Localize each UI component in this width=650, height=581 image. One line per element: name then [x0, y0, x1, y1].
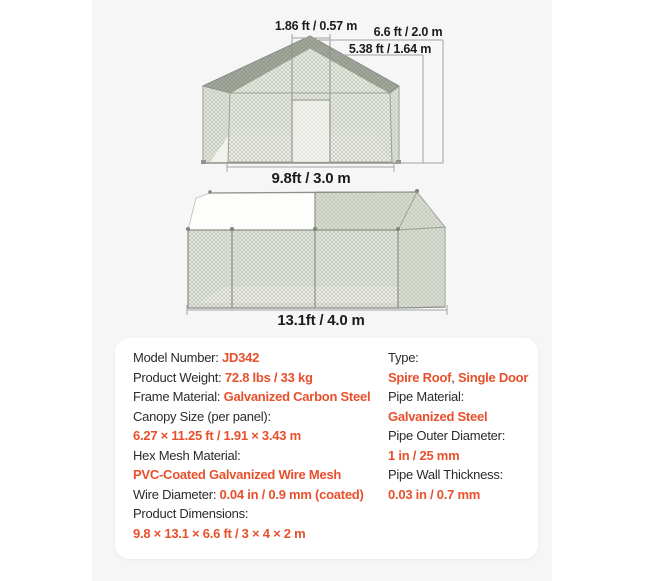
spec-value: 72.8 lbs / 33 kg: [224, 369, 313, 385]
spec-line: [133, 348, 370, 368]
mesh-texture: [398, 227, 445, 308]
spec-value: PVC-Coated Galvanized Wire Mesh: [133, 467, 342, 482]
dim-length: 13.1ft / 4.0 m: [277, 312, 365, 329]
spec-line: [133, 387, 370, 407]
spec-label: Pipe Wall Thickness:: [388, 467, 503, 482]
spec-label: Product Dimensions:: [133, 506, 249, 521]
spec-label: Product Weight:: [133, 369, 225, 385]
spec-line: [388, 407, 528, 427]
spec-line: [388, 387, 528, 407]
spec-value: 1 in / 25 mm: [388, 447, 460, 463]
spec-line: [388, 348, 528, 368]
spec-label: Pipe Outer Diameter:: [388, 428, 506, 443]
door-panel: [293, 100, 329, 162]
spec-value: Galvanized Carbon Steel: [223, 389, 371, 404]
spec-line: [133, 426, 370, 446]
spec-line: [133, 446, 370, 466]
canopy: [188, 192, 315, 230]
foot-pad: [201, 160, 206, 164]
dim-base-width: 9.8ft / 3.0 m: [271, 170, 351, 187]
spec-label: Pipe Material:: [388, 389, 464, 404]
spec-line: [133, 407, 370, 427]
spec-column-left: [133, 348, 370, 543]
product-image-panel: [92, 0, 552, 581]
spec-value: Single Door: [457, 369, 529, 385]
spec-line: [133, 504, 370, 524]
front-wall-mesh: [188, 230, 398, 308]
spec-value: 6.27 × 11.25 ft / 1.91 × 3.43 m: [133, 428, 301, 443]
spec-value: 0.04 in / 0.9 mm (coated): [219, 486, 364, 502]
spec-value: 0.03 in / 0.7 mm: [388, 486, 481, 502]
spec-line: [133, 465, 370, 485]
spec-line: [388, 485, 528, 505]
spec-label: Model Number:: [133, 350, 222, 365]
dim-spire-width: 1.86 ft / 0.57 m: [274, 19, 358, 33]
spec-value: 9.8 × 13.1 × 6.6 ft / 3 × 4 × 2 m: [133, 525, 306, 541]
spec-line: [388, 446, 528, 466]
dim-total-height: 6.6 ft / 2.0 m: [373, 25, 443, 39]
spec-line: [388, 426, 528, 446]
side-view-cage: [186, 189, 445, 308]
spec-label: Wire Diameter:: [133, 486, 220, 502]
spec-label: Canopy Size (per panel):: [133, 408, 271, 424]
spec-label: Hex Mesh Material:: [133, 447, 241, 463]
spec-value: Galvanized Steel: [388, 408, 488, 424]
spec-line: [388, 368, 528, 388]
spec-value: JD342: [221, 350, 260, 365]
spec-label: Frame Material:: [133, 389, 224, 404]
spec-card: [115, 338, 538, 559]
spec-column-right: [388, 348, 528, 504]
spec-line: [133, 368, 370, 388]
spec-line: [133, 524, 370, 544]
spec-line: [133, 485, 370, 505]
spec-line: [388, 465, 528, 485]
spec-label: ,: [451, 369, 458, 385]
dim-ridge-height: 5.38 ft / 1.64 m: [348, 42, 432, 56]
spec-value: Spire Roof: [388, 369, 452, 385]
spec-label: Type:: [388, 350, 419, 365]
